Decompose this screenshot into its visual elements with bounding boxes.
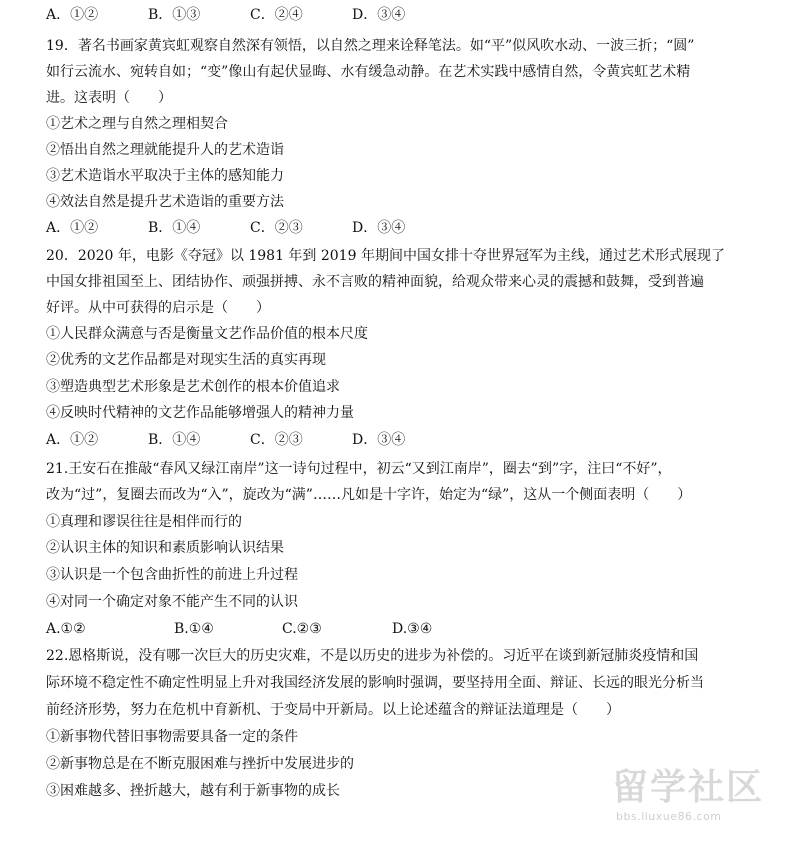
q22-text-line-3: 前经济形势，努力在危机中育新机、于变局中开新局。以上论述蕴含的辩证法道理是（ ） <box>46 702 620 718</box>
q20-text-line-3: 好评。从中可获得的启示是（ ） <box>46 300 270 316</box>
watermark-url: bbs.liuxue86.com <box>616 810 722 823</box>
q18-option-c: C．②④ <box>250 7 303 23</box>
q20-option-c: C．②③ <box>250 432 303 448</box>
watermark-logo-text: 留学社区 <box>612 767 765 808</box>
q20-option-b: B．①④ <box>148 432 201 448</box>
q21-statement-2: ②认识主体的知识和素质影响认识结果 <box>46 540 284 556</box>
site-watermark <box>612 768 780 828</box>
q21-statement-1: ①真理和谬误往往是相伴而行的 <box>46 514 242 530</box>
q19-option-c: C．②③ <box>250 220 303 236</box>
q20-statement-2: ②优秀的文艺作品都是对现实生活的真实再现 <box>46 352 326 368</box>
q21-option-c: C.②③ <box>282 621 322 637</box>
q20-option-d: D．③④ <box>352 432 406 448</box>
q20-statement-1: ①人民群众满意与否是衡量文艺作品价值的根本尺度 <box>46 326 368 342</box>
q20-statement-3: ③塑造典型艺术形象是艺术创作的根本价值追求 <box>46 379 340 395</box>
q19-statement-4: ④效法自然是提升艺术造诣的重要方法 <box>46 194 284 210</box>
q20-text-line-2: 中国女排祖国至上、团结协作、顽强拼搏、永不言败的精神面貌，给观众带来心灵的震撼和鼓舞，受到普遍 <box>46 274 704 290</box>
q21-statement-3: ③认识是一个包含曲折性的前进上升过程 <box>46 567 298 583</box>
q21-option-a: A.①② <box>46 621 86 637</box>
q22-statement-2: ②新事物总是在不断克服困难与挫折中发展进步的 <box>46 756 354 772</box>
q21-text-line-2: 改为“过”，复圈去而改为“入”，旋改为“满”……凡如是十字许，始定为“绿”，这从一个侧面表明（ ） <box>46 487 692 503</box>
q18-option-a: A．①② <box>46 7 99 23</box>
q19-statement-1: ①艺术之理与自然之理相契合 <box>46 116 228 132</box>
q22-statement-3: ③困难越多、挫折越大，越有利于新事物的成长 <box>46 783 340 799</box>
q19-text-line-1: 19．著名书画家黄宾虹观察自然深有领悟，以自然之理来诠释笔法。如“平”似风吹水动、一波三折；“圆” <box>46 38 695 54</box>
q21-statement-4: ④对同一个确定对象不能产生不同的认识 <box>46 594 298 610</box>
q21-text-line-1: 21.王安石在推敲“春风又绿江南岸”这一诗句过程中，初云“又到江南岸”，圈去“到”字，注曰“不好”， <box>46 461 672 477</box>
q22-text-line-1: 22.恩格斯说，没有哪一次巨大的历史灾难，不是以历史的进步为补偿的。习近平在谈到新冠肺炎疫情和国 <box>46 648 699 664</box>
q20-statement-4: ④反映时代精神的文艺作品能够增强人的精神力量 <box>46 405 354 421</box>
q18-option-b: B．①③ <box>148 7 201 23</box>
q19-option-d: D．③④ <box>352 220 406 236</box>
q19-text-line-2: 如行云流水、宛转自如；“变”像山有起伏显晦、水有缓急动静。在艺术实践中感情自然，令黄宾虹艺术精 <box>46 64 691 80</box>
q19-text-line-3: 进。这表明（ ） <box>46 90 172 106</box>
q19-option-a: A．①② <box>46 220 99 236</box>
q19-statement-2: ②悟出自然之理就能提升人的艺术造诣 <box>46 142 284 158</box>
q21-option-d: D.③④ <box>392 621 433 637</box>
q20-option-a: A．①② <box>46 432 99 448</box>
q19-option-b: B．①④ <box>148 220 201 236</box>
q22-statement-1: ①新事物代替旧事物需要具备一定的条件 <box>46 729 298 745</box>
q20-text-line-1: 20．2020 年，电影《夺冠》以 1981 年到 2019 年期间中国女排十夺世界冠军为主线，通过艺术形式展现了 <box>46 248 725 264</box>
q21-option-b: B.①④ <box>174 621 214 637</box>
q18-option-d: D．③④ <box>352 7 406 23</box>
q19-statement-3: ③艺术造诣水平取决于主体的感知能力 <box>46 168 284 184</box>
q22-text-line-2: 际环境不稳定性不确定性明显上升对我国经济发展的影响时强调，要坚持用全面、辩证、长远的眼光分析当 <box>46 675 704 691</box>
